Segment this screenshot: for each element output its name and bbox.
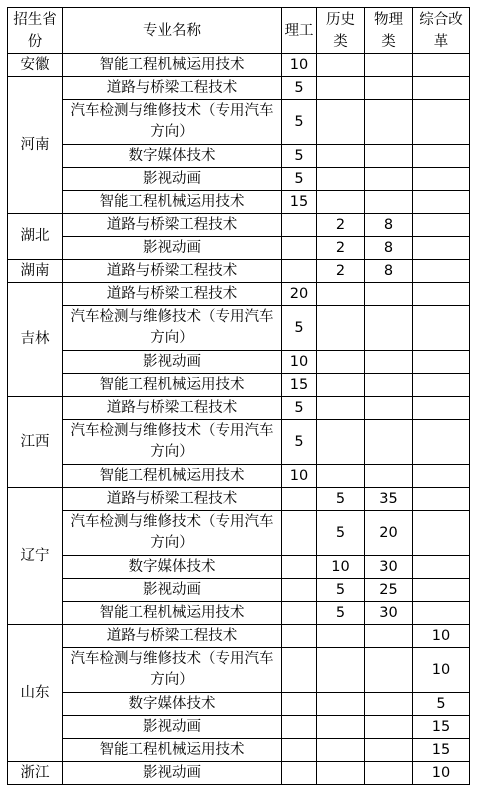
lishi-cell: 5 — [317, 511, 365, 556]
ligong-cell: 10 — [282, 54, 317, 77]
zonghe-cell — [413, 420, 470, 465]
major-cell: 汽车检测与维修技术（专用汽车方向） — [63, 511, 282, 556]
ligong-cell: 5 — [282, 420, 317, 465]
major-cell: 影视动画 — [63, 237, 282, 260]
table-row — [8, 556, 470, 579]
wuli-cell — [365, 100, 413, 145]
lishi-cell — [317, 351, 365, 374]
ligong-cell — [282, 625, 317, 648]
table-row — [8, 100, 470, 145]
wuli-cell: 8 — [365, 260, 413, 283]
header-lishi: 历史类 — [317, 8, 365, 54]
wuli-cell — [365, 351, 413, 374]
wuli-cell: 35 — [365, 488, 413, 511]
zonghe-cell — [413, 556, 470, 579]
table-row — [8, 488, 470, 511]
zonghe-cell — [413, 237, 470, 260]
table-row — [8, 145, 470, 168]
major-cell: 汽车检测与维修技术（专用汽车方向） — [63, 648, 282, 693]
wuli-cell — [365, 420, 413, 465]
major-cell: 道路与桥梁工程技术 — [63, 488, 282, 511]
province-cell: 山东 — [8, 625, 63, 762]
table-body — [8, 54, 470, 785]
zonghe-cell — [413, 283, 470, 306]
wuli-cell — [365, 168, 413, 191]
lishi-cell — [317, 168, 365, 191]
table-row — [8, 351, 470, 374]
lishi-cell — [317, 420, 365, 465]
lishi-cell — [317, 283, 365, 306]
ligong-cell — [282, 511, 317, 556]
major-cell: 道路与桥梁工程技术 — [63, 77, 282, 100]
ligong-cell: 15 — [282, 191, 317, 214]
wuli-cell — [365, 693, 413, 716]
zonghe-cell — [413, 602, 470, 625]
wuli-cell — [365, 374, 413, 397]
major-cell: 影视动画 — [63, 351, 282, 374]
province-cell: 湖北 — [8, 214, 63, 260]
zonghe-cell: 10 — [413, 625, 470, 648]
zonghe-cell — [413, 351, 470, 374]
wuli-cell — [365, 283, 413, 306]
wuli-cell: 20 — [365, 511, 413, 556]
lishi-cell — [317, 100, 365, 145]
ligong-cell — [282, 602, 317, 625]
ligong-cell — [282, 237, 317, 260]
major-cell: 汽车检测与维修技术（专用汽车方向） — [63, 420, 282, 465]
wuli-cell — [365, 191, 413, 214]
table-row — [8, 693, 470, 716]
table-row — [8, 465, 470, 488]
ligong-cell — [282, 579, 317, 602]
table-row — [8, 214, 470, 237]
ligong-cell: 5 — [282, 306, 317, 351]
ligong-cell: 5 — [282, 77, 317, 100]
ligong-cell — [282, 693, 317, 716]
wuli-cell — [365, 54, 413, 77]
zonghe-cell — [413, 145, 470, 168]
zonghe-cell: 15 — [413, 739, 470, 762]
lishi-cell — [317, 625, 365, 648]
major-cell: 影视动画 — [63, 168, 282, 191]
ligong-cell — [282, 556, 317, 579]
header-zonghe: 综合改革 — [413, 8, 470, 54]
ligong-cell: 10 — [282, 351, 317, 374]
lishi-cell — [317, 739, 365, 762]
header-major: 专业名称 — [63, 8, 282, 54]
zonghe-cell — [413, 77, 470, 100]
province-cell: 吉林 — [8, 283, 63, 397]
wuli-cell: 8 — [365, 237, 413, 260]
table-row — [8, 260, 470, 283]
lishi-cell — [317, 397, 365, 420]
wuli-cell: 25 — [365, 579, 413, 602]
zonghe-cell — [413, 168, 470, 191]
major-cell: 智能工程机械运用技术 — [63, 465, 282, 488]
major-cell: 数字媒体技术 — [63, 693, 282, 716]
wuli-cell — [365, 145, 413, 168]
major-cell: 道路与桥梁工程技术 — [63, 283, 282, 306]
zonghe-cell — [413, 488, 470, 511]
table-row — [8, 739, 470, 762]
major-cell: 道路与桥梁工程技术 — [63, 214, 282, 237]
major-cell: 道路与桥梁工程技术 — [63, 625, 282, 648]
zonghe-cell — [413, 511, 470, 556]
major-cell: 影视动画 — [63, 579, 282, 602]
major-cell: 智能工程机械运用技术 — [63, 191, 282, 214]
zonghe-cell — [413, 306, 470, 351]
ligong-cell — [282, 214, 317, 237]
major-cell: 智能工程机械运用技术 — [63, 54, 282, 77]
zonghe-cell — [413, 214, 470, 237]
lishi-cell — [317, 693, 365, 716]
zonghe-cell: 5 — [413, 693, 470, 716]
province-cell: 湖南 — [8, 260, 63, 283]
wuli-cell — [365, 625, 413, 648]
wuli-cell — [365, 77, 413, 100]
table-row — [8, 511, 470, 556]
table-row — [8, 420, 470, 465]
ligong-cell — [282, 762, 317, 785]
wuli-cell — [365, 762, 413, 785]
lishi-cell: 10 — [317, 556, 365, 579]
major-cell: 汽车检测与维修技术（专用汽车方向） — [63, 306, 282, 351]
major-cell: 汽车检测与维修技术（专用汽车方向） — [63, 100, 282, 145]
header-province: 招生省份 — [8, 8, 63, 54]
province-cell: 河南 — [8, 77, 63, 214]
lishi-cell — [317, 54, 365, 77]
table-row — [8, 602, 470, 625]
header-ligong: 理工 — [282, 8, 317, 54]
lishi-cell — [317, 306, 365, 351]
lishi-cell: 2 — [317, 237, 365, 260]
wuli-cell — [365, 739, 413, 762]
major-cell: 数字媒体技术 — [63, 556, 282, 579]
lishi-cell: 5 — [317, 488, 365, 511]
province-cell: 江西 — [8, 397, 63, 488]
major-cell: 影视动画 — [63, 716, 282, 739]
lishi-cell: 5 — [317, 602, 365, 625]
ligong-cell: 5 — [282, 397, 317, 420]
table-row — [8, 237, 470, 260]
ligong-cell — [282, 716, 317, 739]
table-row — [8, 579, 470, 602]
major-cell: 智能工程机械运用技术 — [63, 739, 282, 762]
ligong-cell: 5 — [282, 145, 317, 168]
table-row — [8, 191, 470, 214]
wuli-cell: 8 — [365, 214, 413, 237]
lishi-cell — [317, 648, 365, 693]
zonghe-cell: 10 — [413, 648, 470, 693]
ligong-cell: 5 — [282, 168, 317, 191]
zonghe-cell — [413, 191, 470, 214]
ligong-cell: 10 — [282, 465, 317, 488]
table-row — [8, 168, 470, 191]
major-cell: 道路与桥梁工程技术 — [63, 260, 282, 283]
wuli-cell — [365, 465, 413, 488]
table-row — [8, 762, 470, 785]
zonghe-cell — [413, 579, 470, 602]
province-cell: 安徽 — [8, 54, 63, 77]
table-row — [8, 283, 470, 306]
ligong-cell — [282, 488, 317, 511]
major-cell: 智能工程机械运用技术 — [63, 374, 282, 397]
table-row — [8, 625, 470, 648]
lishi-cell — [317, 374, 365, 397]
major-cell: 数字媒体技术 — [63, 145, 282, 168]
major-cell: 智能工程机械运用技术 — [63, 602, 282, 625]
wuli-cell — [365, 716, 413, 739]
table-row — [8, 716, 470, 739]
table-row — [8, 397, 470, 420]
zonghe-cell: 15 — [413, 716, 470, 739]
zonghe-cell — [413, 260, 470, 283]
table-row — [8, 306, 470, 351]
zonghe-cell: 10 — [413, 762, 470, 785]
lishi-cell — [317, 762, 365, 785]
province-cell: 辽宁 — [8, 488, 63, 625]
lishi-cell — [317, 716, 365, 739]
lishi-cell: 2 — [317, 214, 365, 237]
lishi-cell — [317, 465, 365, 488]
lishi-cell: 5 — [317, 579, 365, 602]
lishi-cell — [317, 77, 365, 100]
header-row — [8, 8, 470, 54]
lishi-cell: 2 — [317, 260, 365, 283]
lishi-cell — [317, 145, 365, 168]
zonghe-cell — [413, 465, 470, 488]
table-row — [8, 54, 470, 77]
header-wuli: 物理类 — [365, 8, 413, 54]
zonghe-cell — [413, 54, 470, 77]
ligong-cell: 5 — [282, 100, 317, 145]
ligong-cell — [282, 739, 317, 762]
zonghe-cell — [413, 374, 470, 397]
table-row — [8, 374, 470, 397]
enrollment-plan-table — [7, 7, 470, 785]
wuli-cell — [365, 397, 413, 420]
zonghe-cell — [413, 397, 470, 420]
ligong-cell — [282, 648, 317, 693]
major-cell: 道路与桥梁工程技术 — [63, 397, 282, 420]
wuli-cell — [365, 648, 413, 693]
ligong-cell — [282, 260, 317, 283]
ligong-cell: 20 — [282, 283, 317, 306]
wuli-cell — [365, 306, 413, 351]
wuli-cell: 30 — [365, 556, 413, 579]
zonghe-cell — [413, 100, 470, 145]
lishi-cell — [317, 191, 365, 214]
ligong-cell: 15 — [282, 374, 317, 397]
table-row — [8, 77, 470, 100]
table-row — [8, 648, 470, 693]
province-cell: 浙江 — [8, 762, 63, 785]
major-cell: 影视动画 — [63, 762, 282, 785]
wuli-cell: 30 — [365, 602, 413, 625]
